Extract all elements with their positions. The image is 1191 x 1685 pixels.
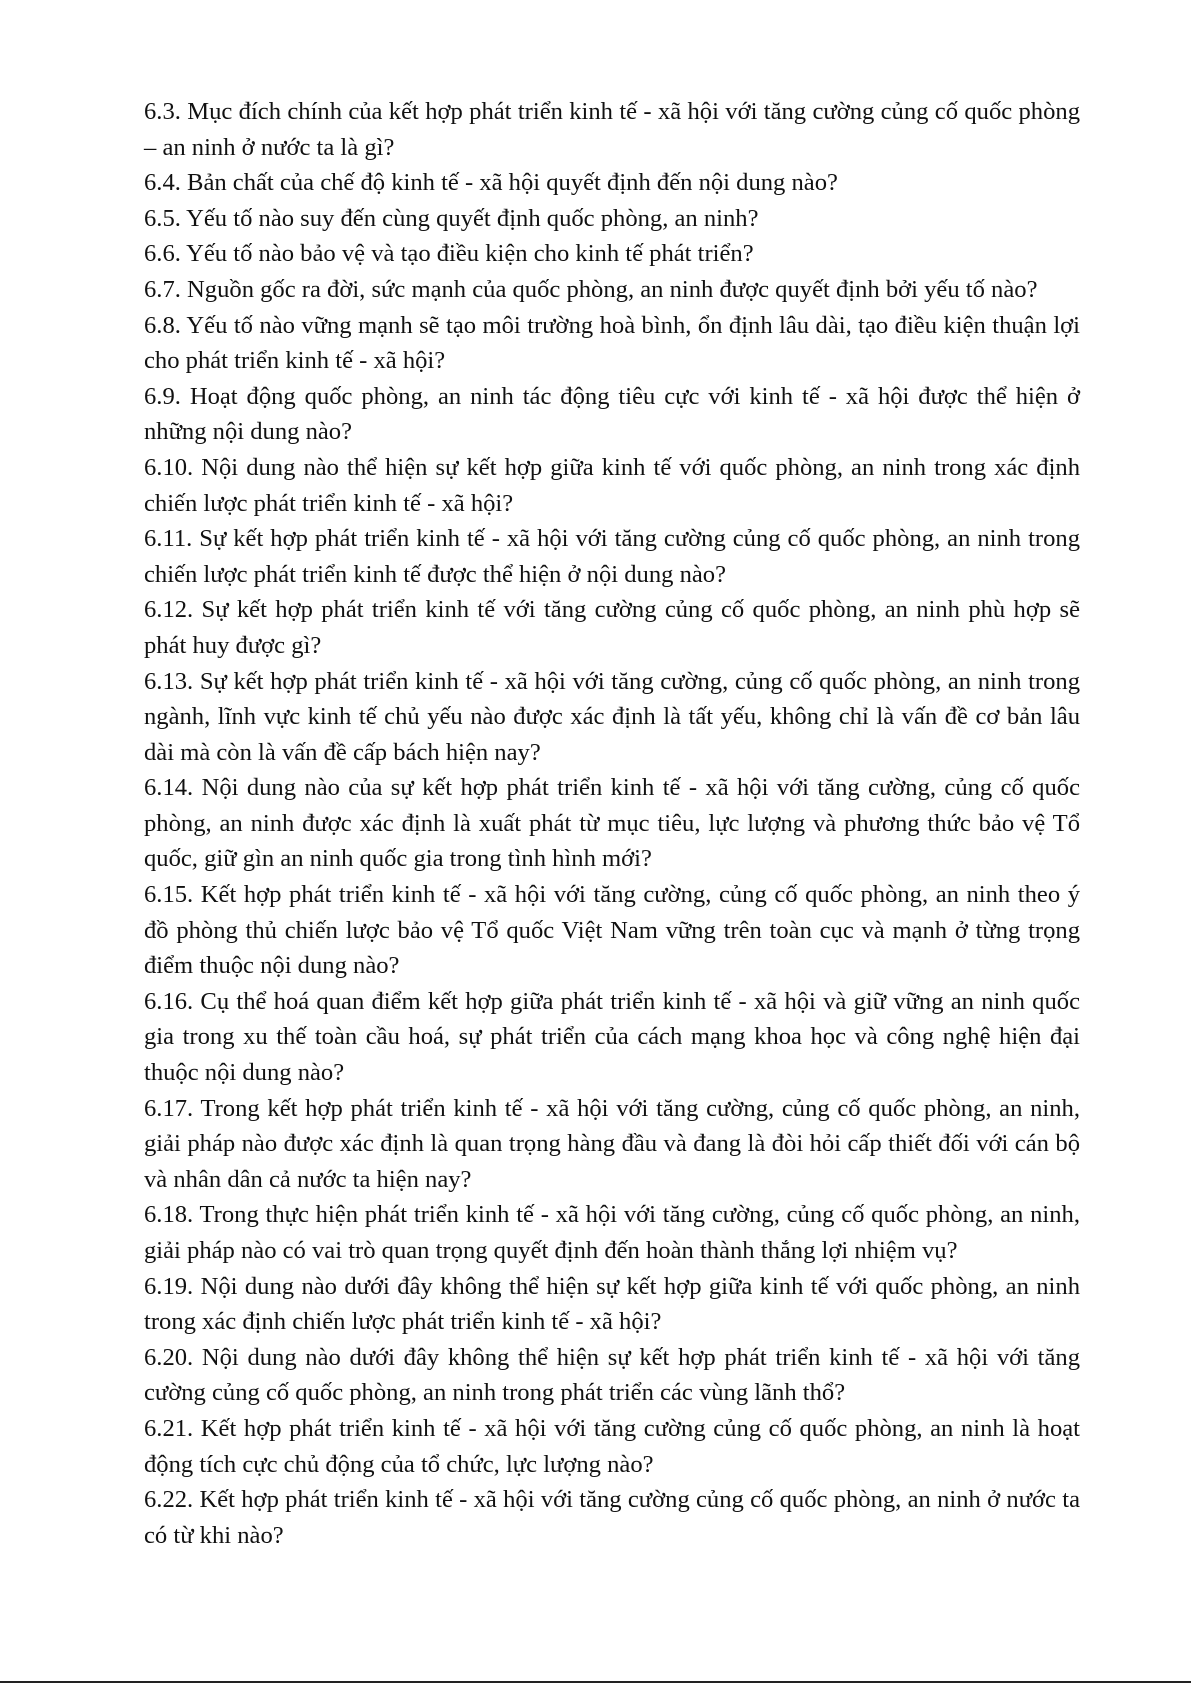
question-6-12: 6.12. Sự kết hợp phát triển kinh tế với tăng cường củng cố quốc phòng, an ninh phù hợp sẽ phát huy được gì? [144,596,1080,659]
question-6-3: 6.3. Mục đích chính của kết hợp phát triển kinh tế - xã hội với tăng cường củng cố quốc phòng – an ninh ở nước ta là gì? [144,98,1080,161]
question-6-21: 6.21. Kết hợp phát triển kinh tế - xã hội với tăng cường củng cố quốc phòng, an ninh là hoạt động tích cực chủ động của tổ chức, lực lượng nào? [144,1414,1080,1478]
question-6-17: 6.17. Trong kết hợp phát triển kinh tế - xã hội với tăng cường, củng cố quốc phòng, an ninh, giải pháp nào được xác định là quan trọng hàng đầu và đang là đòi hỏi cấp thiết đối với cán bộ và nhân dân cả nước ta hiện nay? [144,1094,1080,1193]
question-6-22: 6.22. Kết hợp phát triển kinh tế - xã hội với tăng cường củng cố quốc phòng, an ninh ở nước ta có từ khi nào? [144,1486,1080,1549]
question-6-18: 6.18. Trong thực hiện phát triển kinh tế - xã hội với tăng cường, củng cố quốc phòng, an ninh, giải pháp nào có vai trò quan trọng quyết định đến hoàn thành thắng lợi nhiệm vụ? [144,1201,1080,1264]
question-6-5: 6.5. Yếu tố nào suy đến cùng quyết định quốc phòng, an ninh? [144,204,759,232]
question-6-11: 6.11. Sự kết hợp phát triển kinh tế - xã hội với tăng cường củng cố quốc phòng, an ninh trong chiến lược phát triển kinh tế được thể hiện ở nội dung nào? [144,525,1080,588]
question-6-8: 6.8. Yếu tố nào vững mạnh sẽ tạo môi trường hoà bình, ổn định lâu dài, tạo điều kiện thuận lợi cho phát triển kinh tế - xã hội? [144,311,1080,375]
question-6-4: 6.4. Bản chất của chế độ kinh tế - xã hội quyết định đến nội dung nào? [144,169,838,197]
question-6-16: 6.16. Cụ thể hoá quan điểm kết hợp giữa phát triển kinh tế - xã hội và giữ vững an ninh quốc gia trong xu thế toàn cầu hoá, sự phát triển của cách mạng khoa học và công nghệ hiện đại thuộc nội dung nào? [144,987,1080,1087]
question-6-10: 6.10. Nội dung nào thể hiện sự kết hợp giữa kinh tế với quốc phòng, an ninh trong xác định chiến lược phát triển kinh tế - xã hội? [144,453,1080,517]
page-bottom-rule [0,1681,1191,1683]
question-6-15: 6.15. Kết hợp phát triển kinh tế - xã hội với tăng cường, củng cố quốc phòng, an ninh theo ý đồ phòng thủ chiến lược bảo vệ Tổ quốc Việt Nam vững trên toàn cục và mạnh ở từng trọng điểm thuộc nội dung nào? [144,881,1080,980]
question-6-13: 6.13. Sự kết hợp phát triển kinh tế - xã hội với tăng cường, củng cố quốc phòng, an ninh trong ngành, lĩnh vực kinh tế chủ yếu nào được xác định là tất yếu, không chỉ là vấn đề cơ bản lâu dài mà còn là vấn đề cấp bách hiện nay? [144,667,1080,766]
question-6-14: 6.14. Nội dung nào của sự kết hợp phát triển kinh tế - xã hội với tăng cường, củng cố quốc phòng, an ninh được xác định là xuất phát từ mục tiêu, lực lượng và phương thức bảo vệ Tổ quốc, giữ gìn an ninh quốc gia trong tình hình mới? [144,774,1080,873]
question-6-9: 6.9. Hoạt động quốc phòng, an ninh tác động tiêu cực với kinh tế - xã hội được thể hiện ở những nội dung nào? [144,382,1080,446]
question-list [144,94,1080,1553]
question-6-19: 6.19. Nội dung nào dưới đây không thể hiện sự kết hợp giữa kinh tế với quốc phòng, an ninh trong xác định chiến lược phát triển kinh tế - xã hội? [144,1272,1080,1336]
question-6-6: 6.6. Yếu tố nào bảo vệ và tạo điều kiện cho kinh tế phát triển? [144,240,754,268]
question-6-20: 6.20. Nội dung nào dưới đây không thể hiện sự kết hợp phát triển kinh tế - xã hội với tăng cường củng cố quốc phòng, an ninh trong phát triển các vùng lãnh thổ? [144,1343,1080,1407]
question-6-7: 6.7. Nguồn gốc ra đời, sức mạnh của quốc phòng, an ninh được quyết định bởi yếu tố nào? [144,275,1038,303]
